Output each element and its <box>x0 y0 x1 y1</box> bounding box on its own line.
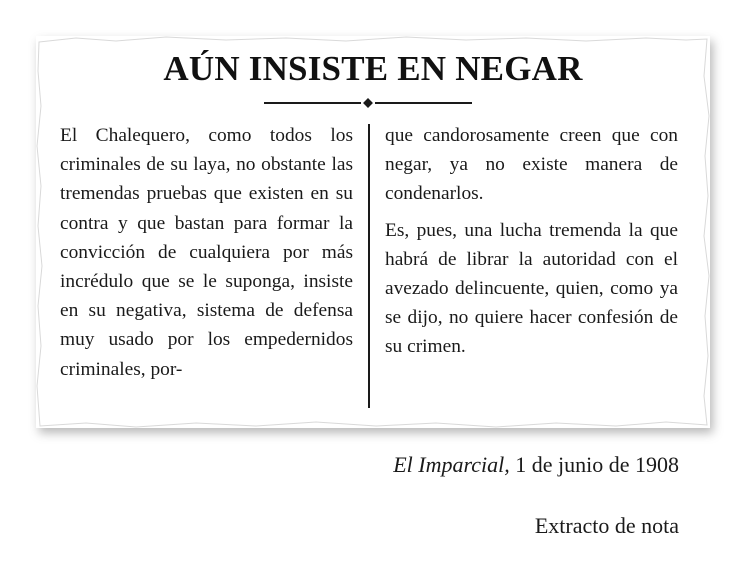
article-column-right <box>385 121 678 362</box>
newspaper-clipping <box>36 36 710 428</box>
article-paragraph: El Chalequero, como todos los criminales de su laya, no obstante las tremendas pruebas que existen en su contra y que bastan para formar la convicción de cualquiera por más incrédulo que se le suponga, insiste en su negativa, sistema de defensa muy usado por los empedernidos criminales, por- <box>60 125 353 380</box>
headline: AÚN INSISTE EN NEGAR <box>163 49 583 88</box>
article-paragraph: Es, pues, una lucha tremenda la que habrá de librar la autoridad con el avezado delincuente, quien, como ya se dijo, no quiere hacer confesión de su crimen. <box>385 219 678 358</box>
column-divider <box>368 124 370 408</box>
source-citation <box>179 452 679 478</box>
article-paragraph: que candorosamente creen que con negar, ya no existe manera de condenarlos. <box>385 125 678 205</box>
headline-ornament <box>264 98 474 108</box>
publication-date: 1 de junio de 1908 <box>515 452 679 477</box>
excerpt-note: Extracto de nota <box>534 513 679 538</box>
article-column-left <box>60 121 353 384</box>
newspaper-name: El Imparcial, <box>393 452 510 477</box>
